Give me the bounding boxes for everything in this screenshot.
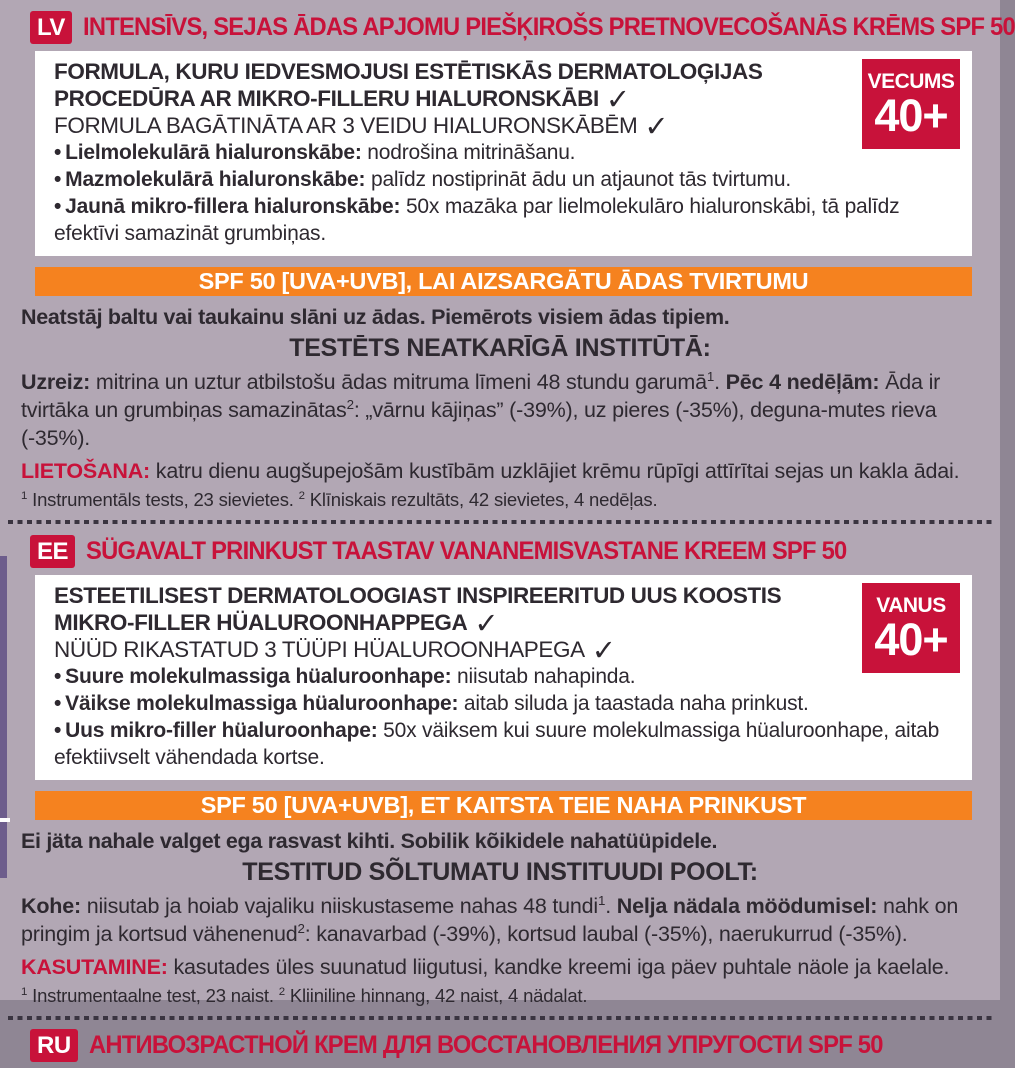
registration-tick-mark [0,818,10,822]
lv-age-badge-value: 40+ [874,90,948,142]
ee-bullet-2: • Väikse molekulmassiga hüaluroonhape: aitab siluda ja taastada naha prinkust. [54,692,809,715]
ee-headlines [54,582,958,667]
ee-age-badge [862,583,960,673]
lv-spf-banner: SPF 50 [UVA+UVB], LAI AIZSARGĀTU ĀDAS TVIRTUMU [35,267,972,296]
bullet-icon: • [54,719,62,742]
bullet-icon: • [54,195,62,218]
ru-language-badge: RU [30,1029,78,1062]
ee-usage-paragraph: KASUTAMINE: kasutades üles suunatud liigutusi, kandke kreemi iga päev puhtale näole ja kaelale. [21,955,950,979]
ee-bullet-1: • Suure molekulmassiga hüaluroonhape: niisutab nahapinda. [54,665,636,688]
lv-skin-note: Neatstāj baltu vai taukainu slāni uz ādas. Piemērots visiem ādas tipiem. [21,305,730,329]
checkmark-icon: ✓ [605,82,630,116]
lv-formula-panel [35,51,972,256]
ee-language-badge: EE [30,535,75,568]
lv-bullet-2: • Mazmolekulārā hialuronskābe: palīdz nostiprināt ādu un atjaunot tās tvirtumu. [54,168,791,191]
ee-age-badge-label: VANUS [876,594,946,617]
ru-section-header [0,1020,1000,1068]
lv-bullet-1: • Lielmolekulārā hialuronskābe: nodrošina mitrināšanu. [54,141,576,164]
bullet-icon: • [54,141,62,164]
ee-bullet-3: • Uus mikro-filler hüaluroonhape: 50x väiksem kui suure molekulmassiga hüaluroonhape, aitab efektiivselt vähendada kortse. [54,719,940,769]
lv-results-paragraph: Uzreiz: mitrina un uztur atbilstošu ādas mitruma līmeni 48 stundu garumā$^1$. Pēc 4 nedēļām: Āda ir tvirtāka un grumbiņas samazinātas$^2$: „vārnu kājiņas” (-39%), uz pieres (-35%), deguna-mutes rieva (-35%). [21,368,941,450]
ee-spf-banner: SPF 50 [UVA+UVB], ET KAITSTA TEIE NAHA PRINKUST [35,791,972,820]
ee-headline-secondary: NÜÜD RIKASTATUD 3 TÜÜPI HÜALUROONHAPEGA ✓ [54,633,616,667]
lv-age-badge [862,59,960,149]
lv-headlines [54,58,958,143]
lv-bullet-3: • Jaunā mikro-fillera hialuronskābe: 50x mazāka par lielmolekulāro hialuronskābi, tā palīdz efektīvi samazināt grumbiņas. [54,195,900,245]
lv-product-title: INTENSĪVS, SEJAS ĀDAS APJOMU PIEŠĶIROŠS PRETNOVECOŠANĀS KRĒMS SPF 50 [82,13,1015,41]
ru-product-title: АНТИВОЗРАСТНОЙ КРЕМ ДЛЯ ВОССТАНОВЛЕНИЯ УПРУГОСТИ SPF 50 [88,1031,883,1059]
checkmark-icon: ✓ [474,606,499,640]
checkmark-icon: ✓ [591,633,616,667]
lv-headline-line2: PROCEDŪRA AR MIKRO-FILLERU HIALURONSKĀBI ✓ [54,82,630,116]
ee-formula-panel [35,575,972,780]
ee-results-paragraph: Kohe: niisutab ja hoiab vajaliku niiskustaseme nahas 48 tundi$^1$. Nelja nädala möödumisel: nahk on pringim ja kortsud vähenenud$^2$: kanavarbad (-39%), kortsud laubal (-35%), naerukurrud (-35%). [21,892,959,946]
bullet-icon: • [54,692,62,715]
ee-section-header [0,524,1000,574]
ee-headline-line2: MIKRO-FILLER HÜALUROONHAPPEGA ✓ [54,606,499,640]
bullet-icon: • [54,665,62,688]
ee-tested-heading: TESTITUD SÕLTUMATU INSTITUUDI POOLT: [242,858,758,886]
checkmark-icon: ✓ [644,109,669,143]
ee-footnote: $^1$ Instrumentaalne test, 23 naist. $^2$ Kliiniline hinnang, 42 naist, 4 nädalat. [21,985,588,1006]
lv-footnote: $^1$ Instrumentāls tests, 23 sievietes. $^2$ Klīniskais rezultāts, 42 sievietes, 4 nedēļas. [21,489,658,510]
lv-headline-line1: FORMULA, KURU IEDVESMOJUSI ESTĒTISKĀS DERMATOLOĢIJAS [54,59,763,84]
lv-tested-heading: TESTĒTS NEATKARĪGĀ INSTITŪTĀ: [289,334,711,362]
package-spine-bar [0,556,7,878]
lv-headline-secondary: FORMULA BAGĀTINĀTA AR 3 VEIDU HIALURONSKĀBĒM ✓ [54,109,669,143]
lv-age-badge-label: VECUMS [867,70,955,93]
bullet-icon: • [54,168,62,191]
lv-section-header [0,0,1015,50]
ee-skin-note: Ei jäta nahale valget ega rasvast kihti. Sobilik kõikidele nahatüüpidele. [21,829,718,853]
ee-headline-line1: ESTEETILISEST DERMATOLOOGIAST INSPIREERITUD UUS KOOSTIS [54,583,782,608]
lv-language-badge: LV [30,11,72,44]
lv-usage-paragraph: LIETOŠANA: katru dienu augšupejošām kustībām uzklājiet krēmu rūpīgi attīrītai sejas un kakla ādai. [21,459,960,483]
ee-age-badge-value: 40+ [874,614,948,666]
ee-product-title: SÜGAVALT PRINKUST TAASTAV VANANEMISVASTANE KREEM SPF 50 [86,537,847,565]
